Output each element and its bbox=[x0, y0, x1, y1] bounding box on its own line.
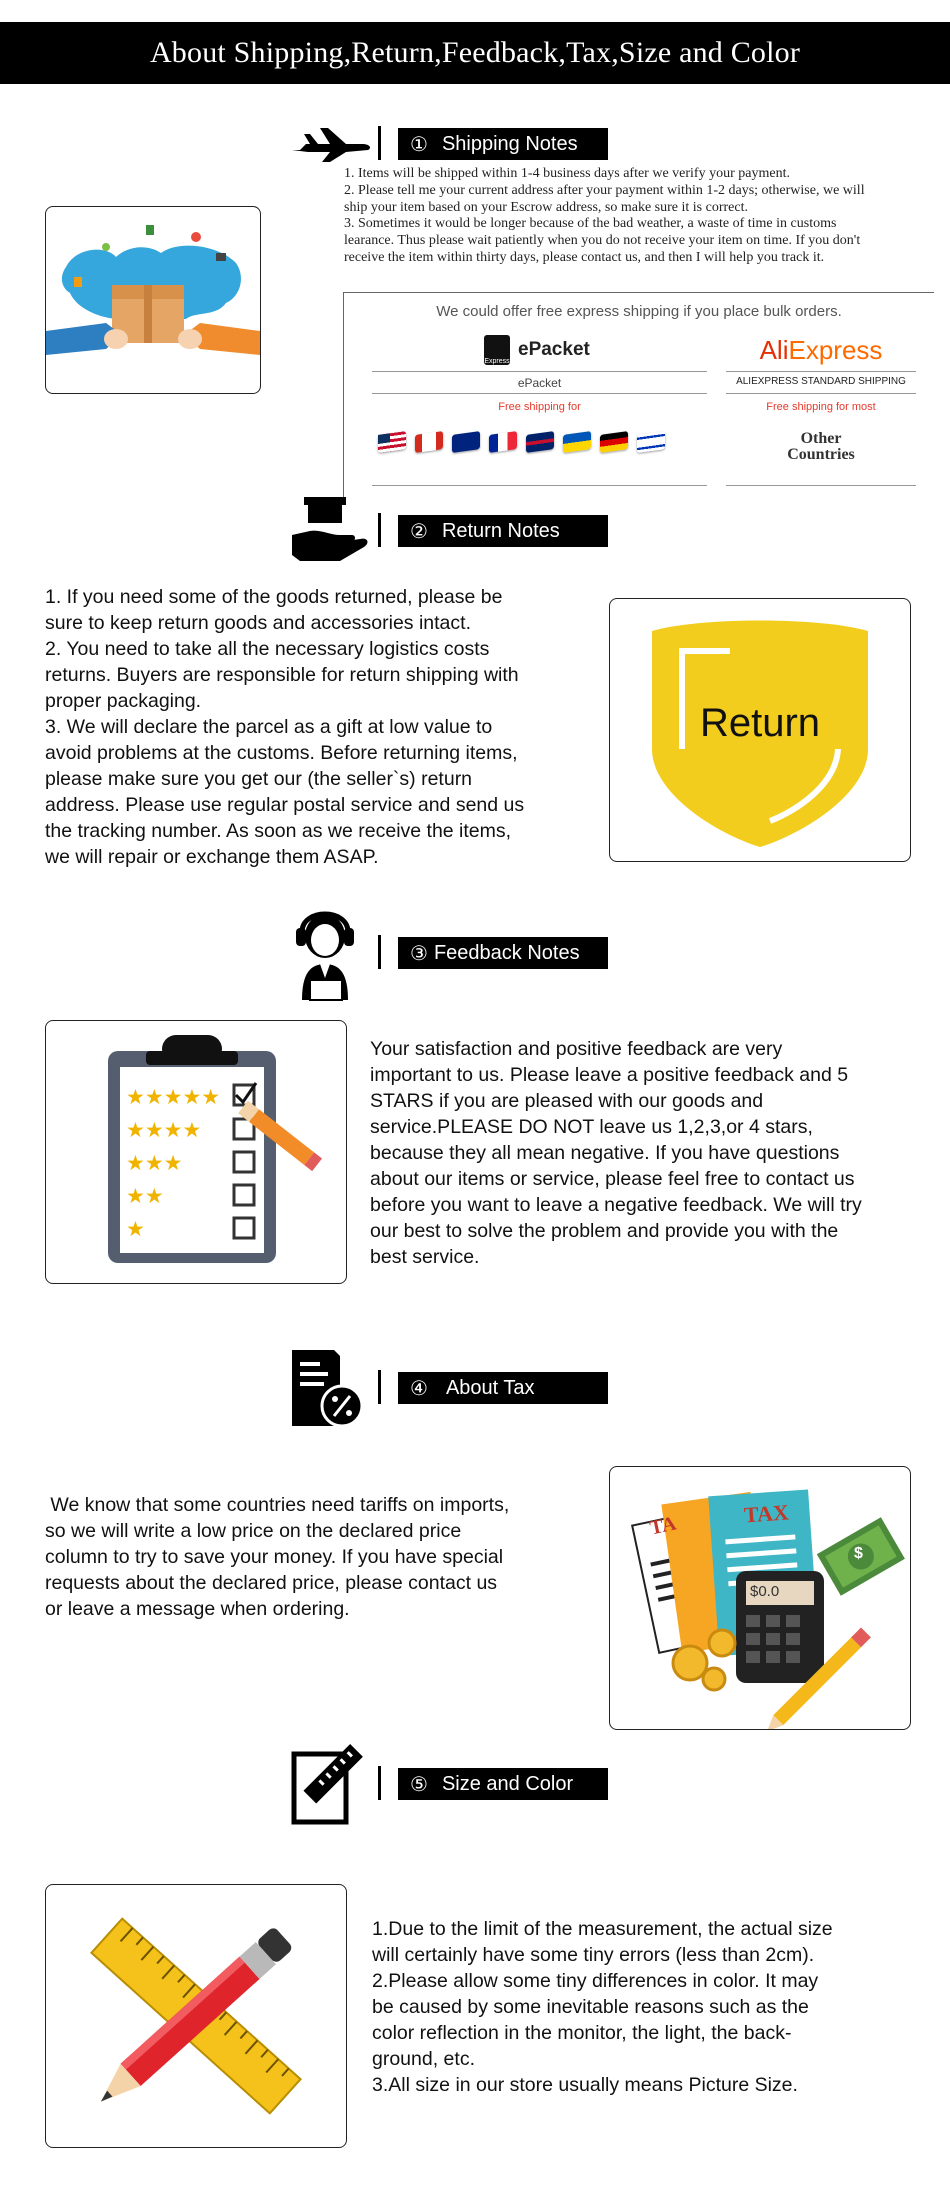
shipping-line: ship your item based on your Escrow address, so make sure it is correct. bbox=[344, 199, 748, 215]
tax-line: or leave a message when ordering. bbox=[45, 1598, 350, 1620]
customer-service-icon bbox=[290, 898, 372, 1006]
epacket-logo-text: Express bbox=[484, 358, 510, 365]
ali-free-label: Free shipping for most bbox=[766, 401, 876, 413]
size-color-illustration-card bbox=[45, 1884, 347, 2148]
ali-brand-part: Express bbox=[788, 335, 883, 365]
shipping-line: receive the item within thirty days, please contact us, and then I will help you track it. bbox=[344, 249, 825, 265]
flag-au-icon bbox=[452, 431, 480, 453]
size-line: color reflection in the monitor, the light, the back- bbox=[372, 2022, 792, 2044]
section-number: ④ bbox=[410, 1377, 428, 1400]
star-rows bbox=[126, 1081, 220, 1246]
ruler-pencil-illustration bbox=[46, 1885, 346, 2147]
flag-fr-icon bbox=[489, 431, 517, 453]
size-line: ground, etc. bbox=[372, 2048, 475, 2070]
edit-ruler-icon bbox=[290, 1742, 372, 1826]
epacket-brand bbox=[484, 335, 590, 365]
four-stars-row: ★★★★ bbox=[126, 1119, 202, 1142]
flag-gb-icon bbox=[526, 431, 554, 453]
feedback-line: because they all mean negative. If you have questions bbox=[370, 1142, 840, 1164]
about-tax-title bbox=[398, 1372, 608, 1404]
parcel-hand-icon bbox=[290, 495, 372, 565]
epacket-brand-name: ePacket bbox=[518, 339, 590, 360]
return-notes-title bbox=[398, 515, 608, 547]
two-stars-row: ★★ bbox=[126, 1185, 164, 1208]
three-stars-row: ★★★ bbox=[126, 1152, 183, 1175]
return-line: sure to keep return goods and accessories intact. bbox=[45, 612, 471, 634]
feedback-section-header bbox=[290, 898, 620, 965]
dollar-bill-symbol: $ bbox=[854, 1545, 863, 1562]
size-color-title bbox=[398, 1768, 608, 1800]
tax-line: requests about the declared price, please contact us bbox=[45, 1572, 498, 1594]
feedback-notes-title bbox=[398, 937, 608, 969]
epacket-subtitle: ePacket bbox=[517, 376, 562, 390]
section-number: ③ bbox=[410, 942, 428, 965]
size-color-notes-text bbox=[372, 1916, 932, 2098]
five-stars-row: ★★★★★ bbox=[126, 1086, 221, 1109]
section-title: Return Notes bbox=[441, 519, 560, 542]
divider bbox=[726, 485, 916, 486]
feedback-line: our best to solve the problem and provide you with the bbox=[370, 1220, 839, 1242]
epacket-logo-icon bbox=[484, 335, 510, 365]
other-countries-line: Countries bbox=[787, 446, 855, 463]
return-line: we will repair or exchange them ASAP. bbox=[45, 846, 379, 868]
section-title: Shipping Notes bbox=[441, 132, 578, 155]
divider bbox=[372, 371, 707, 372]
return-line: 1. If you need some of the goods returned, please be bbox=[45, 586, 503, 608]
tax-doc-label: TAX bbox=[743, 1499, 790, 1528]
feedback-notes-text bbox=[370, 1036, 940, 1270]
header-divider bbox=[378, 126, 381, 160]
divider bbox=[726, 371, 916, 372]
express-shipping-panel bbox=[343, 292, 934, 498]
feedback-line: service.PLEASE DO NOT leave us 1,2,3,or 4 stars, bbox=[370, 1116, 813, 1138]
epacket-free-label: Free shipping for bbox=[498, 401, 581, 413]
shipping-line: learance. Thus please wait patiently when you do not receive your item on time. If you don't bbox=[344, 233, 861, 249]
section-number: ② bbox=[410, 520, 428, 543]
page-banner bbox=[0, 22, 950, 84]
flag-il-icon bbox=[637, 431, 665, 453]
flag-ca-icon bbox=[415, 431, 443, 453]
feedback-line: important to us. Please leave a positive feedback and 5 bbox=[370, 1064, 849, 1086]
section-title: Size and Color bbox=[441, 1772, 574, 1795]
tax-document-icon bbox=[290, 1348, 372, 1428]
return-notes-text bbox=[45, 584, 605, 870]
tax-notes-text bbox=[45, 1492, 605, 1622]
return-line: 2. You need to take all the necessary logistics costs bbox=[45, 638, 490, 660]
shipping-section-header bbox=[290, 124, 620, 164]
shipping-notes-text bbox=[344, 166, 924, 267]
tax-doc-label: TA bbox=[647, 1512, 679, 1540]
size-line: 1.Due to the limit of the measurement, the actual size bbox=[372, 1918, 833, 1940]
section-number: ① bbox=[410, 133, 428, 156]
return-section-header bbox=[290, 495, 620, 543]
return-line: 3. We will declare the parcel as a gift at low value to bbox=[45, 716, 493, 738]
banner-title: About Shipping,Return,Feedback,Tax,Size and Color bbox=[149, 36, 801, 69]
size-line: 3.All size in our store usually means Picture Size. bbox=[372, 2074, 798, 2096]
tax-line: column to try to save your money. If you have special bbox=[45, 1546, 504, 1568]
flag-us-icon bbox=[378, 431, 406, 453]
tax-section-header bbox=[290, 1348, 620, 1400]
header-divider bbox=[378, 935, 381, 969]
ali-subtitle: ALIEXPRESS STANDARD SHIPPING bbox=[736, 376, 906, 387]
feedback-line: about our items or service, please feel free to contact us bbox=[370, 1168, 855, 1190]
aliexpress-logo bbox=[726, 335, 916, 366]
return-line: returns. Buyers are responsible for return shipping with bbox=[45, 664, 519, 686]
one-star-row: ★ bbox=[126, 1218, 145, 1241]
return-line: address. Please use regular postal service and send us bbox=[45, 794, 525, 816]
section-title: Feedback Notes bbox=[433, 941, 580, 964]
feedback-line: best service. bbox=[370, 1246, 480, 1268]
shipping-line: 3. Sometimes it would be longer because of the bad weather, a waste of time in customs bbox=[344, 216, 837, 232]
flag-de-icon bbox=[600, 431, 628, 453]
tax-line: We know that some countries need tariffs on imports, bbox=[45, 1494, 510, 1516]
section-title: About Tax bbox=[445, 1376, 535, 1399]
return-line: avoid problems at the customs. Before returning items, bbox=[45, 742, 518, 764]
other-countries-line: Other bbox=[800, 430, 842, 447]
tax-illustration-card bbox=[609, 1466, 911, 1730]
feedback-line: before you want to leave a negative feedback. We will try bbox=[370, 1194, 862, 1216]
shipping-notes-title bbox=[398, 128, 608, 160]
express-headline: We could offer free express shipping if you place bulk orders. bbox=[436, 303, 842, 320]
other-countries bbox=[726, 431, 916, 463]
header-divider bbox=[378, 1766, 381, 1800]
return-badge-card bbox=[609, 598, 911, 862]
size-section-header bbox=[290, 1742, 620, 1796]
return-badge-text: Return bbox=[699, 701, 821, 745]
header-divider bbox=[378, 513, 381, 547]
world-shipping-illustration bbox=[46, 207, 260, 393]
size-line: be caused by some inevitable reasons such as the bbox=[372, 1996, 809, 2018]
shipping-line: 2. Please tell me your current address after your payment within 1-2 days; otherwise, we will bbox=[344, 182, 865, 198]
calculator-display: $0.0 bbox=[750, 1583, 780, 1600]
ali-brand-part: Ali bbox=[759, 335, 789, 365]
flag-row bbox=[378, 433, 674, 451]
section-number: ⑤ bbox=[410, 1773, 428, 1796]
feedback-line: STARS if you are pleased with our goods and bbox=[370, 1090, 764, 1112]
tax-line: so we will write a low price on the declared price bbox=[45, 1520, 462, 1542]
return-line: proper packaging. bbox=[45, 690, 202, 712]
return-line: please make sure you get our (the seller`s) return bbox=[45, 768, 473, 790]
shipping-line: 1. Items will be shipped within 1-4 business days after we verify your payment. bbox=[344, 166, 790, 181]
rating-card-illustration bbox=[45, 1020, 347, 1284]
divider bbox=[726, 393, 916, 394]
feedback-line: Your satisfaction and positive feedback are very bbox=[370, 1038, 783, 1060]
size-line: 2.Please allow some tiny differences in color. It may bbox=[372, 1970, 819, 1992]
size-line: will certainly have some tiny errors (less than 2cm). bbox=[372, 1944, 815, 1966]
shipping-illustration-card bbox=[45, 206, 261, 394]
header-divider bbox=[378, 1370, 381, 1404]
flag-ua-icon bbox=[563, 431, 591, 453]
airplane-icon bbox=[290, 124, 372, 164]
return-line: the tracking number. As soon as we receive the items, bbox=[45, 820, 512, 842]
divider bbox=[372, 485, 707, 486]
divider bbox=[372, 393, 707, 394]
